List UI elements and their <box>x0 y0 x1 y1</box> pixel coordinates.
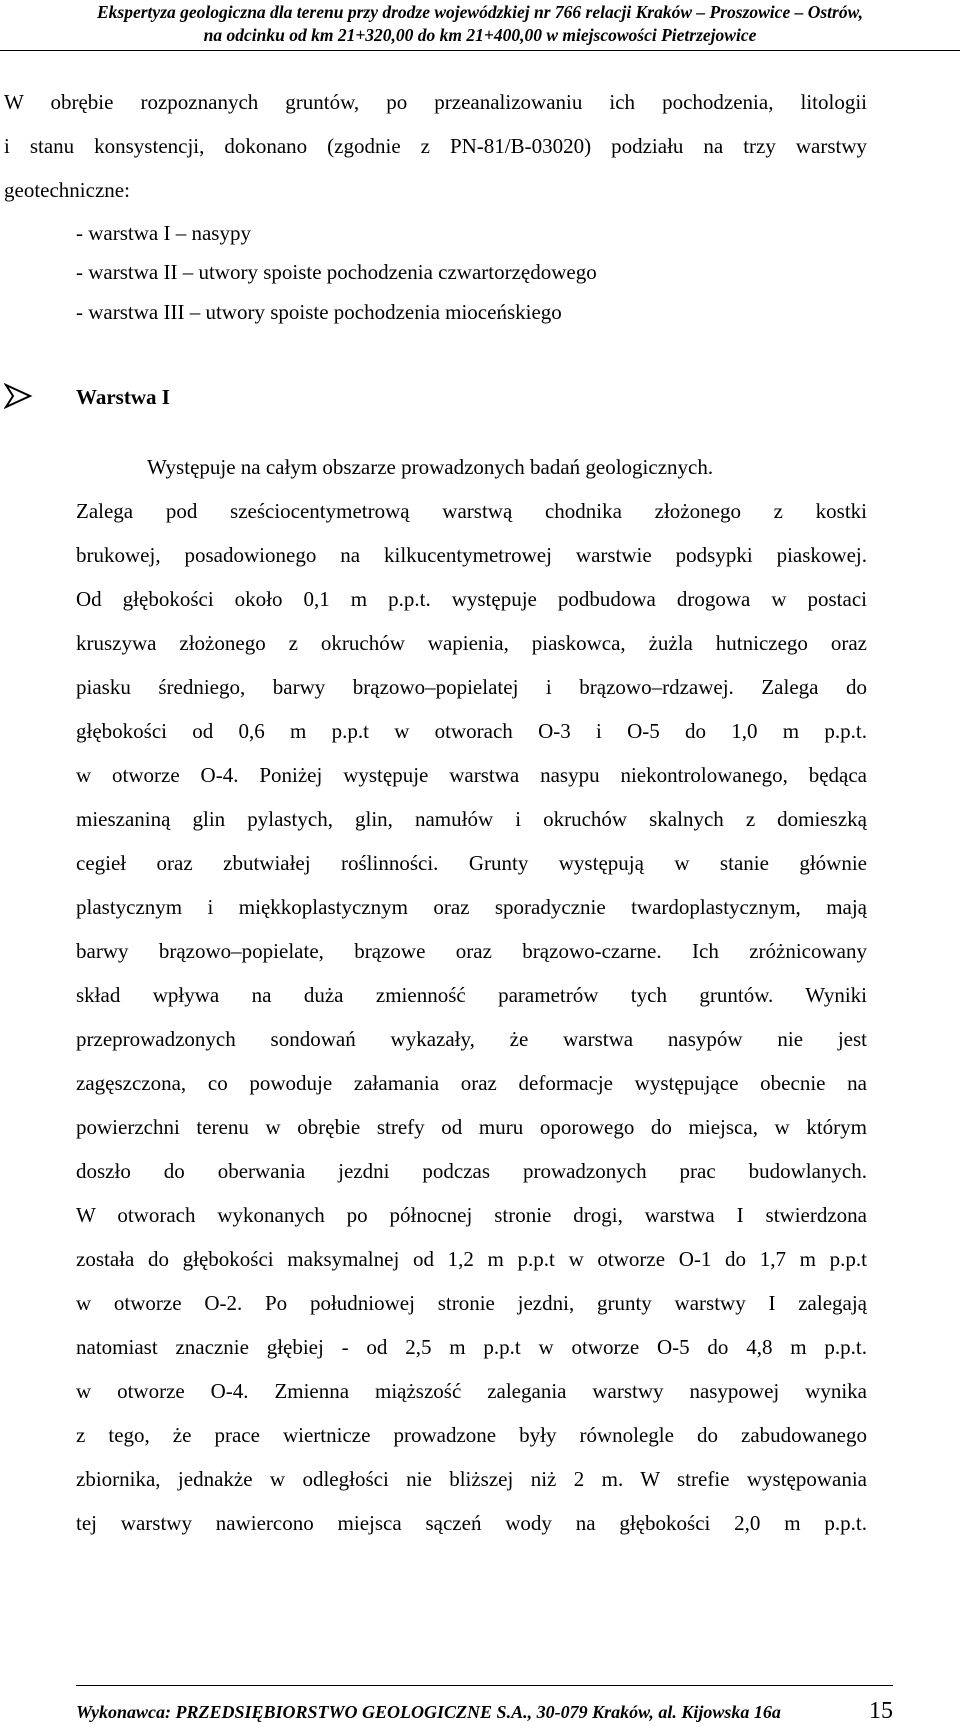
section-line-13: skład wpływa na duża zmienność parametrów tych gruntów. Wyniki <box>76 983 867 1007</box>
section-line-22: w otworze O-4. Zmienna miąższość zalegania warstwy nasypowej wynika <box>76 1379 867 1403</box>
section-line-8: w otworze O-4. Poniżej występuje warstwa nasypu niekontrolowanego, będąca <box>76 763 867 787</box>
header-title-line-1: Ekspertyza geologiczna dla terenu przy drodze wojewódzkiej nr 766 relacji Kraków – Proszowice – Ostrów, <box>97 2 863 22</box>
section-line-24: zbiornika, jednakże w odległości nie bliższej niż 2 m. W strefie występowania <box>76 1467 867 1491</box>
section-line-17: doszło do oberwania jezdni podczas prowadzonych prac budowlanych. <box>76 1159 867 1183</box>
section-line-5: kruszywa złożonego z okruchów wapienia, piaskowca, żużla hutniczego oraz <box>76 631 867 655</box>
intro-line-3: geotechniczne: <box>4 178 130 202</box>
section-line-16: powierzchni terenu w obrębie strefy od muru oporowego do miejsca, w którym <box>76 1115 867 1139</box>
intro-line-2: i stanu konsystencji, dokonano (zgodnie z PN-81/B-03020) podziału na trzy warstwy <box>4 134 867 158</box>
section-line-20: w otworze O-2. Po południowej stronie jezdni, grunty warstwy I zalegają <box>76 1291 867 1315</box>
section-heading: Warstwa I <box>76 385 170 409</box>
section-line-6: piasku średniego, barwy brązowo–popielatej i brązowo–rdzawej. Zalega do <box>76 675 867 699</box>
section-line-25: tej warstwy nawiercono miejsca sączeń wody na głębokości 2,0 m p.p.t. <box>76 1511 867 1535</box>
section-line-1: Występuje na całym obszarze prowadzonych badań geologicznych. <box>147 455 714 479</box>
header-title-line-2: na odcinku od km 21+320,00 do km 21+400,00 w miejscowości Pietrzejowice <box>203 25 757 45</box>
page-header <box>0 0 960 47</box>
section-line-15: zagęszczona, co powoduje załamania oraz deformacje występujące obecnie na <box>76 1071 867 1095</box>
section-line-4: Od głębokości około 0,1 m p.p.t. występuje podbudowa drogowa w postaci <box>76 587 867 611</box>
section-line-18: W otworach wykonanych po północnej stronie drogi, warstwa I stwierdzona <box>76 1203 867 1227</box>
section-line-12: barwy brązowo–popielate, brązowe oraz brązowo-czarne. Ich zróżnicowany <box>76 939 867 963</box>
section-line-9: mieszaniną glin pylastych, glin, namułów i okruchów skalnych z domieszką <box>76 807 867 831</box>
section-line-2: Zalega pod sześciocentymetrową warstwą chodnika złożonego z kostki <box>76 499 867 523</box>
layer-list-item-2: - warstwa II – utwory spoiste pochodzenia czwartorzędowego <box>76 260 597 284</box>
section-line-14: przeprowadzonych sondowań wykazały, że warstwa nasypów nie jest <box>76 1027 867 1051</box>
section-line-19: została do głębokości maksymalnej od 1,2 m p.p.t w otworze O-1 do 1,7 m p.p.t <box>76 1247 867 1271</box>
intro-line-1: W obrębie rozpoznanych gruntów, po przeanalizowaniu ich pochodzenia, litologii <box>4 90 867 114</box>
section-line-3: brukowej, posadowionego na kilkucentymetrowej warstwie podsypki piaskowej. <box>76 543 867 567</box>
section-line-7: głębokości od 0,6 m p.p.t w otworach O-3 i O-5 do 1,0 m p.p.t. <box>76 719 867 743</box>
arrowhead-bullet-icon <box>4 383 34 409</box>
header-divider <box>0 50 960 51</box>
footer-contractor: Wykonawca: PRZEDSIĘBIORSTWO GEOLOGICZNE S.A., 30-079 Kraków, al. Kijowska 16a <box>76 1702 781 1722</box>
section-line-21: natomiast znacznie głębiej - od 2,5 m p.p.t w otworze O-5 do 4,8 m p.p.t. <box>76 1335 867 1359</box>
layer-list-item-3: - warstwa III – utwory spoiste pochodzenia mioceńskiego <box>76 300 562 324</box>
section-line-11: plastycznym i miękkoplastycznym oraz sporadycznie twardoplastycznym, mają <box>76 895 867 919</box>
section-line-10: cegieł oraz zbutwiałej roślinności. Grunty występują w stanie głównie <box>76 851 867 875</box>
layer-list-item-1: - warstwa I – nasypy <box>76 221 251 245</box>
section-line-23: z tego, że prace wiertnicze prowadzone były równolegle do zabudowanego <box>76 1423 867 1447</box>
footer-divider <box>76 1685 893 1686</box>
page-number: 15 <box>869 1698 893 1724</box>
